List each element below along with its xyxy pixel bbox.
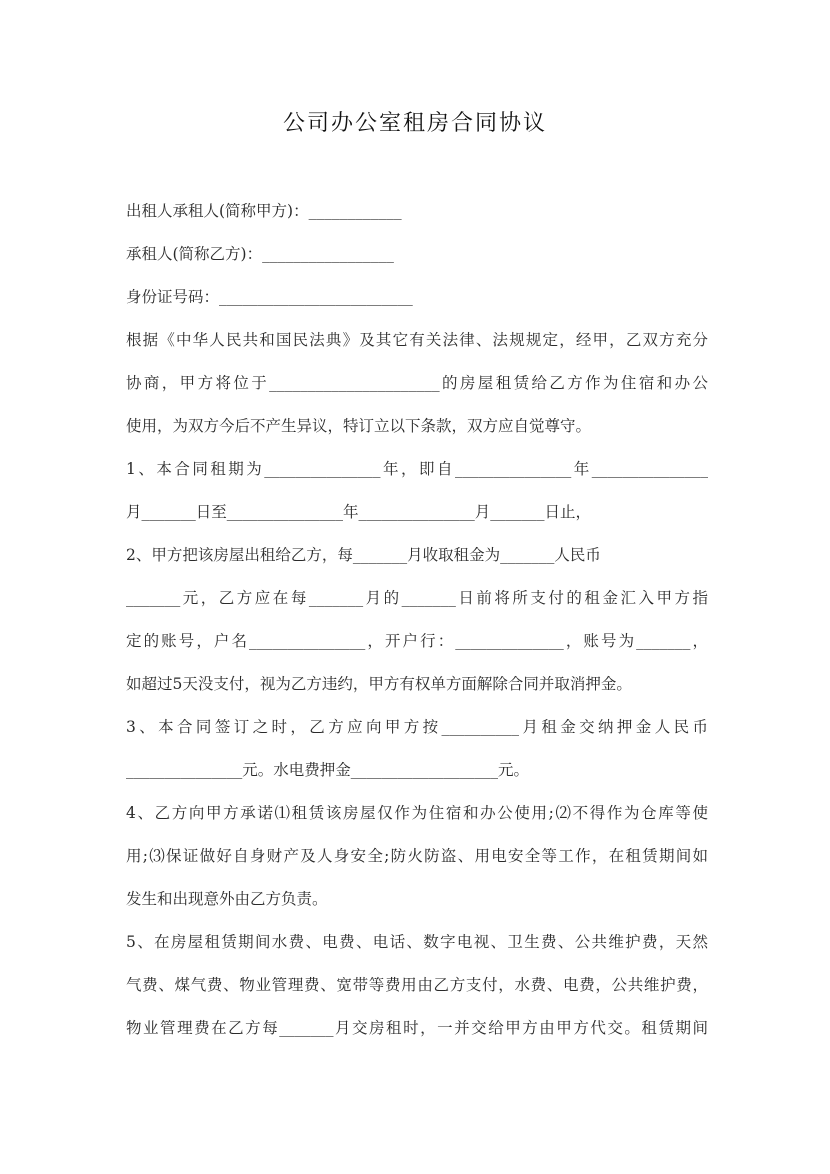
preamble-line: 根据《中华人民共和国民法典》及其它有关法律、法规规定，经甲，乙双方充分 (126, 331, 708, 349)
id-number-field-line: 身份证号码：_________________________ (126, 288, 413, 306)
preamble-line: 协商，甲方将位于______________________的房屋租赁给乙方作为住宿和办公 (126, 374, 708, 392)
clause-1-line: 1、本合同租期为_______________年，即自_______________年_______________ (126, 460, 708, 478)
clause-5-line: 5、在房屋租赁期间水费、电费、电话、数字电视、卫生费、公共维护费，天然 (126, 933, 708, 951)
clause-2-line: _______元，乙方应在每_______月的_______日前将所支付的租金汇入甲方指 (126, 589, 708, 607)
clause-5-line: 气费、煤气费、物业管理费、宽带等费用由乙方支付，水费、电费，公共维护费， (126, 976, 708, 994)
clause-2-line: 定的账号，户名_______________，开户行：______________，账号为_______， (126, 632, 708, 650)
clause-4-line: 4、乙方向甲方承诺⑴租赁该房屋仅作为住宿和办公使用;⑵不得作为仓库等使 (126, 804, 708, 822)
clause-4-line: 用;⑶保证做好自身财产及人身安全;防火防盗、用电安全等工作，在租赁期间如 (126, 847, 708, 865)
clause-2-line: 如超过5天没支付，视为乙方违约，甲方有权单方面解除合同并取消押金。 (126, 675, 632, 693)
clause-4-line: 发生和出现意外由乙方负责。 (126, 890, 328, 908)
clause-2-line: 2、甲方把该房屋出租给乙方，每_______月收取租金为_______人民币 (126, 546, 601, 564)
preamble-line: 使用，为双方今后不产生异议，特订立以下条款，双方应自觉尊守。 (126, 417, 592, 435)
clause-3-line: _______________元。水电费押金___________________元。 (126, 761, 530, 779)
clause-1-line: 月_______日至_______________年_______________月_______日止， (126, 503, 592, 521)
lessor-field-line: 出租人承租人(简称甲方)：____________ (126, 202, 402, 220)
document-title: 公司办公室租房合同协议 (282, 111, 547, 136)
clause-3-line: 3、本合同签订之时，乙方应向甲方按__________月租金交纳押金人民币 (126, 718, 708, 736)
lessee-field-line: 承租人(简称乙方)：_________________ (126, 245, 394, 263)
clause-5-line: 物业管理费在乙方每_______月交房租时，一并交给甲方由甲方代交。租赁期间 (126, 1019, 708, 1037)
